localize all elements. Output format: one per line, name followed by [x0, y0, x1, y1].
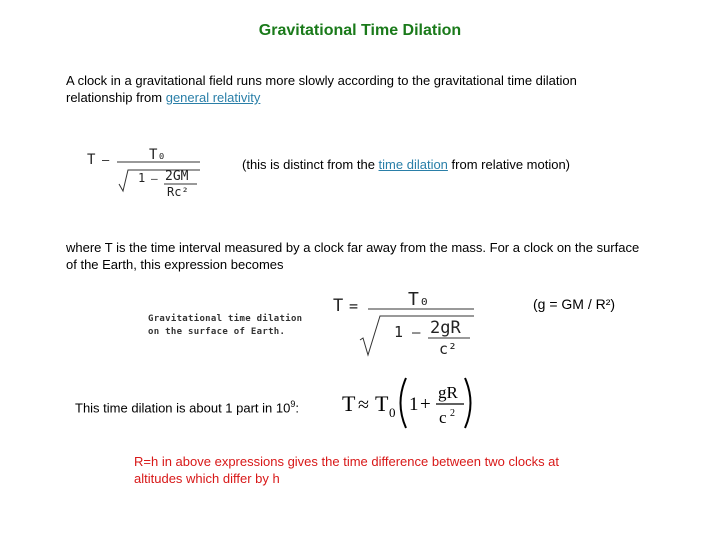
earth-caption-line1: Gravitational time dilation [148, 314, 303, 324]
approximation-formula [338, 374, 478, 434]
formula1-numerator: T₀ [149, 147, 166, 163]
red-note-line1: R=h in above expressions gives the time difference between two clocks at [134, 454, 560, 469]
formula1-frac-num: 2GM [165, 169, 189, 184]
page-title: Gravitational Time Dilation [258, 22, 462, 39]
approx-t0-sub: 0 [389, 405, 396, 420]
red-note [134, 453, 614, 487]
approx-num: gR [438, 383, 458, 402]
gravitational-dilation-formula [85, 140, 215, 202]
formula1-one: 1 [138, 171, 146, 185]
approx-left-paren [401, 378, 407, 428]
approx-right-paren [465, 378, 471, 428]
formula1-frac-den: Rc² [167, 185, 189, 199]
formula2-frac-den: c² [439, 340, 458, 358]
distinct-note [242, 156, 662, 173]
intro-text: A clock in a gravitational field runs more slowly according to the gravitational time dilation relationship from [66, 73, 577, 105]
earth-caption-line2: on the surface of Earth. [148, 327, 286, 337]
earth-dilation-formula [330, 282, 480, 362]
approx-plus: + [420, 394, 431, 415]
time-dilation-link[interactable]: time dilation [378, 157, 448, 172]
formula2-one: 1 [394, 323, 404, 341]
formula2-frac-num: 2gR [430, 318, 461, 338]
dilation-note-text: This time dilation is about 1 part in 10 [75, 400, 291, 416]
distinct-note-after: from relative motion) [447, 157, 571, 172]
formula2-numerator: T₀ [408, 289, 430, 310]
earth-caption [148, 313, 328, 339]
dilation-note-exponent: 9 [290, 399, 296, 409]
g-note: (g = GM / R²) [533, 296, 616, 312]
approx-den: c [439, 408, 447, 427]
general-relativity-link[interactable]: general relativity [165, 90, 261, 105]
approx-lhs: T [342, 391, 356, 416]
formula1-minus: – [102, 153, 110, 167]
intro-paragraph [66, 72, 646, 106]
approx-t0: T [375, 391, 389, 416]
approx-den-sup: 2 [450, 408, 455, 419]
where-paragraph: where T is the time interval measured by a clock far away from the mass. For a clock on the surface of the Earth, this expression becomes [66, 240, 640, 272]
approx-one: 1 [409, 394, 419, 415]
formula2-lhs: T [333, 296, 344, 316]
approx-sign: ≈ [358, 394, 369, 416]
formula2-eq: = [349, 297, 359, 315]
dilation-note [75, 396, 299, 416]
formula1-lhs: T [87, 152, 96, 168]
red-note-line2: altitudes which differ by h [134, 471, 280, 486]
dilation-note-end: : [295, 400, 299, 416]
formula1-minus2: – [151, 172, 158, 185]
distinct-note-before: (this is distinct from the [242, 157, 379, 172]
formula2-minus: – [412, 325, 421, 341]
